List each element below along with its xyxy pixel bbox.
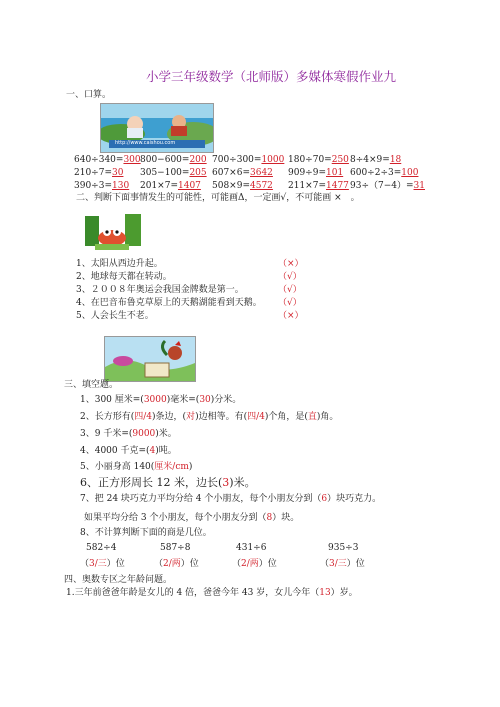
judgement-item-mark: （√） xyxy=(278,298,302,308)
judgement-item-text: 4、在巴音布鲁克草原上的天鹅湖能看到天鹅。 xyxy=(76,298,262,308)
arithmetic-item: 201×7=1407 xyxy=(140,181,201,191)
question-6: 6、正方形周长 12 米，边长(3)米。 xyxy=(80,476,256,489)
question-2: 2、长方形有(四/4)条边，(对)边相等。有(四/4)个角，是(直)角。 xyxy=(80,412,339,422)
question-3: 3、9 千米=(9000)米。 xyxy=(80,429,177,439)
judgement-item-text: 5、人会长生不老。 xyxy=(76,311,154,321)
arithmetic-item: 180÷70=250 xyxy=(288,155,349,165)
section-1-heading: 一、口算。 xyxy=(66,90,112,100)
section-4-heading: 四、奥数专区之年龄问题。 xyxy=(64,575,173,585)
division-item: 582÷4 xyxy=(86,543,117,553)
judgement-item-text: 2、地球每天都在转动。 xyxy=(76,272,172,282)
arithmetic-item: 93÷（7−4）=31 xyxy=(350,181,425,191)
judgement-item-mark: （×） xyxy=(278,311,304,321)
question-1: 1、300 厘米=(3000)毫米=(30)分米。 xyxy=(80,395,242,405)
frog-image xyxy=(77,210,147,252)
digit-answer: （3/三）位 xyxy=(320,559,365,569)
division-item: 431÷6 xyxy=(236,543,267,553)
judgement-item-mark: （√） xyxy=(278,272,302,282)
arithmetic-item: 210÷7=30 xyxy=(74,168,124,178)
banner-image xyxy=(100,103,214,153)
arithmetic-item: 600÷2÷3=100 xyxy=(350,168,419,178)
division-item: 587÷8 xyxy=(160,543,191,553)
arithmetic-item: 211×7=1477 xyxy=(288,181,349,191)
arithmetic-item: 305−100=205 xyxy=(140,168,207,178)
arithmetic-item: 607×6=3642 xyxy=(212,168,273,178)
judgement-item-text: 1、太阳从西边升起。 xyxy=(76,259,163,269)
question-4: 4、4000 千克=(4)吨。 xyxy=(80,446,177,456)
judgement-item-mark: （√） xyxy=(278,285,302,295)
digit-answer: （3/三）位 xyxy=(80,559,125,569)
arithmetic-item: 390÷3=130 xyxy=(74,181,130,191)
section-3-heading: 三、填空题。 xyxy=(64,380,119,390)
division-item: 935÷3 xyxy=(328,543,359,553)
arithmetic-item: 800−600=200 xyxy=(140,155,207,165)
arithmetic-item: 508×9=4572 xyxy=(212,181,273,191)
rooster-image xyxy=(104,336,196,382)
age-question: 1.三年前爸爸年龄是女儿的 4 倍，爸爸今年 43 岁，女儿今年（13）岁。 xyxy=(66,588,358,598)
arithmetic-item: 700÷300=1000 xyxy=(212,155,285,165)
digit-answer: （2/两）位 xyxy=(232,559,277,569)
question-7: 7、把 24 块巧克力平均分给 4 个小朋友，每个小朋友分到（6）块巧克力。 xyxy=(80,494,382,504)
digit-answer: （2/两）位 xyxy=(154,559,199,569)
question-7-followup: 如果平均分给 3 个小朋友，每个小朋友分到（8）块。 xyxy=(84,513,300,523)
question-8: 8、不计算判断下面的商是几位。 xyxy=(80,528,212,538)
arithmetic-item: 8÷4×9=18 xyxy=(350,155,402,165)
question-5: 5、小丽身高 140(厘米/cm) xyxy=(80,462,193,472)
judgement-item-mark: （×） xyxy=(278,259,304,269)
banner-url-text: http://www.caishou.com xyxy=(115,140,176,146)
arithmetic-item: 640÷340=300 xyxy=(74,155,141,165)
page-title: 小学三年级数学（北师版）多媒体寒假作业九 xyxy=(146,69,397,84)
judgement-item-text: 3、２００８年奥运会我国金牌数是第一。 xyxy=(76,285,244,295)
arithmetic-item: 909÷9=101 xyxy=(288,168,344,178)
section-2-heading: 二、判断下面事情发生的可能性，可能画Δ，一定画√，不可能画 × 。 xyxy=(76,193,360,203)
